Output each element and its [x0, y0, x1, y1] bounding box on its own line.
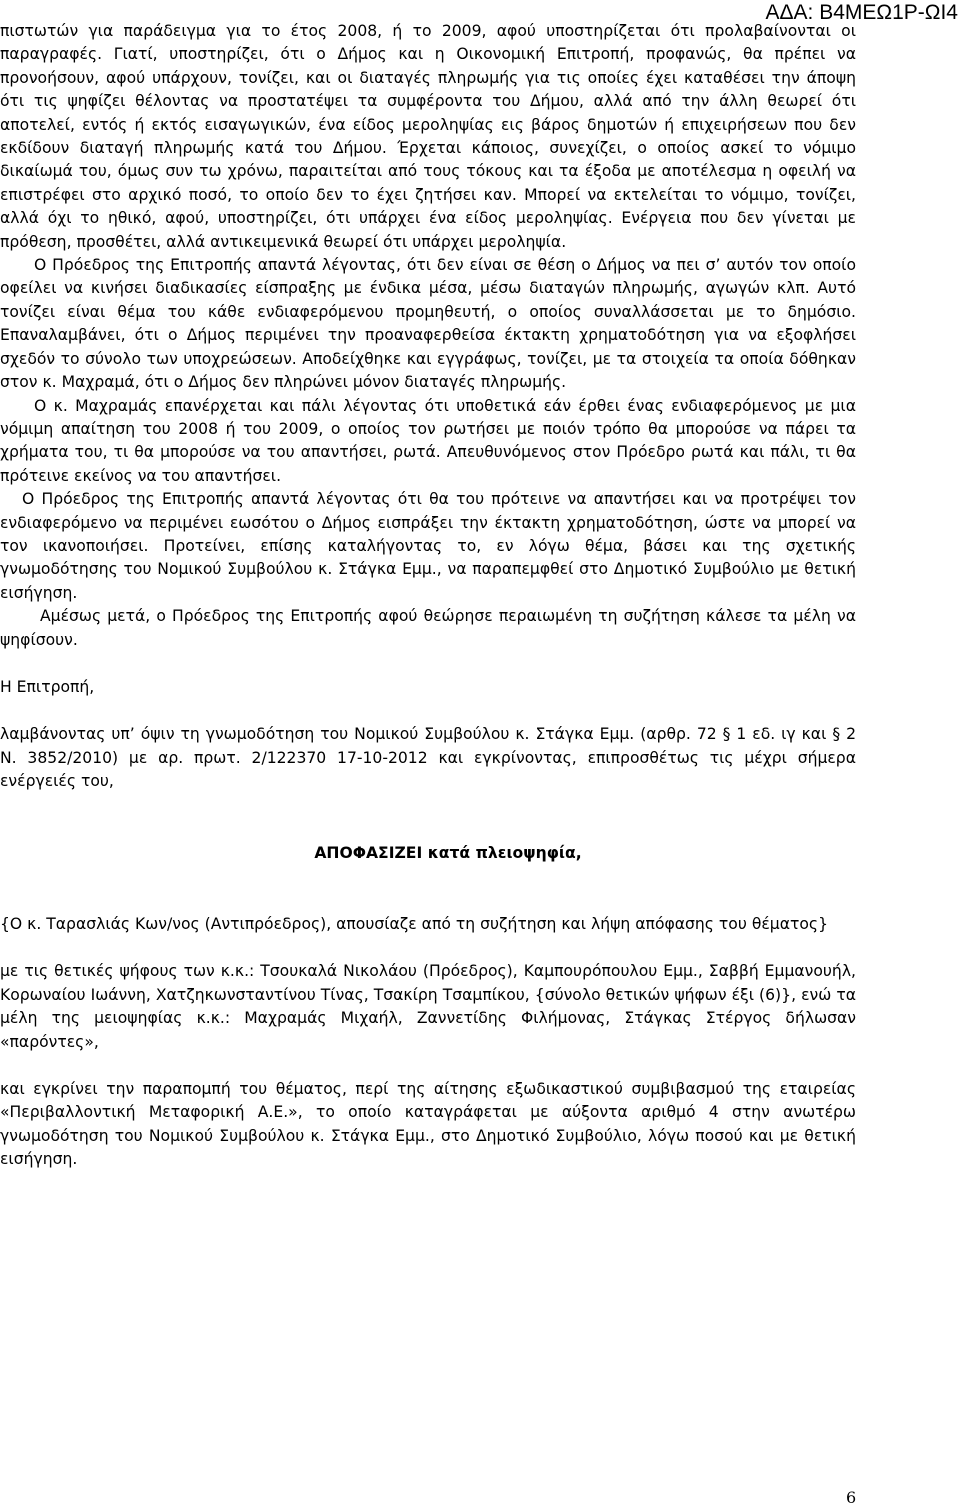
- paragraph-president-reply: Ο Πρόεδρος της Επιτροπής απαντά λέγοντας, ότι δεν είναι σε θέση ο Δήμος να πει σ’ αυτόν τον οποίο οφείλει να κινήσει διαδικασίες είσπραξης με ένδικα μέσα, μέσω διαταγών πληρωμής, αγωγών κλπ. Αυτό τονίζει είναι θέμα του κάθε ενδιαφερόμενου προμηθευτή, ο οποίος συναλλάσσεται με το δημόσιο. Επαναλαμβάνει, ότι ο Δήμος περιμένει την προαναφερθείσα έκτακτη χρηματοδότηση για να εξοφλήσει σχεδόν το σύνολο των υποχρεώσεων. Αποδείχθηκε και εγγράφως, τονίζει, με τα στοιχεία τα οποία δόθηκαν στον κ. Μαχραμά, ότι ο Δήμος δεν πληρώνει μόνον διαταγές πληρωμής.: [0, 256, 856, 392]
- committee-heading: Η Επιτροπή,: [0, 677, 95, 696]
- paragraph-considering: λαμβάνοντας υπ’ όψιν τη γνωμοδότηση του Νομικού Συμβούλου κ. Στάγκα Εμμ. (αρθρ. 72 § 1 εδ. ιγ και § 2 Ν. 3852/2010) με αρ. πρωτ. 2/122370 17-10-2012 και εγκρίνοντας, επιπροσθέτως τις μέχρι σήμερα ενέργειές του,: [0, 725, 856, 791]
- paragraph-creditors-objection: πιστωτών για παράδειγμα για το έτος 2008, ή το 2009, αφού υποστηρίζεται ότι προλαβαίνονται οι παραγραφές. Γιατί, υποστηρίζει, ότι ο Δήμος και η Οικονομική Επιτροπή, προφανώς, θα πρέπει να προνοήσουν, αφού υπάρχουν, τονίζει, και οι διαταγές πληρωμής για τις οποίες έχει καταθέσει την άποψη ότι τις ψηφίζει θέλοντας να προστατέψει τα συμφέροντα του Δήμου, αλλά από την άλλη θεωρεί ότι αποτελεί, εντός ή εκτός εισαγωγικών, ένα είδος μεροληψίας εις βάρος δημοτών ή επιχειρήσεων που δεν εκδίδουν διαταγή πληρωμής κατά του Δήμου. Έρχεται κάποιος, συνεχίζει, ο οποίος ασκεί το νόμιμο δικαίωμά του, όμως συν τω χρόνω, παραιτείται από τους τόκους και τα έξοδα με αποτέλεσμα η οφειλή να επιστρέφει στο αρχικό ποσό, το οποίο δεν το έχει ζητήσει καν. Μπορεί να εκτελείται το νόμιμο, τονίζει, αλλά όχι το ηθικό, αφού, υποστηρίζει, ότι υπάρχει ένα είδος μεροληψίας. Ενέργεια που δεν γίνεται με πρόθεση, προσθέτει, αλλά αντικειμενικά θεωρεί ότι υπάρχει μεροληψία.: [0, 22, 856, 251]
- paragraph-approval: και εγκρίνει την παραπομπή του θέματος, περί της αίτησης εξωδικαστικού συμβιβασμού της εταιρείας «Περιβαλλοντική Μεταφορική Α.Ε.», το οποίο καταγράφεται με αύξοντα αριθμό 4 στην ανωτέρω γνωμοδότηση του Νομικού Συμβούλου κ. Στάγκα Εμμ., στο Δημοτικό Συμβούλιο, λόγω ποσού και με θετική εισήγηση.: [0, 1080, 856, 1169]
- paragraph-votes: με τις θετικές ψήφους των κ.κ.: Τσουκαλά Νικολάου (Πρόεδρος), Καμπουρόπουλου Εμμ., Σαββή Εμμανουήλ, Κορωναίου Ιωάννη, Χατζηκωνσταντίνου Τίνας, Τσακίρη Τσαμπίκου, {σύνολο θετικών ψήφων έξι (6)}, ενώ τα μέλη της μειοψηφίας κ.κ.: Μαχραμάς Μιχαήλ, Ζαννετίδης Φιλήμονας, Στάγκας Στέργος δήλωσαν «παρόντες»,: [0, 962, 856, 1051]
- paragraph-absence-note: {Ο κ. Ταρασλιάς Κων/νος (Αντιπρόεδρος), απουσίαζε από τη συζήτηση και λήψη απόφασης του θέματος}: [0, 915, 828, 933]
- ada-identifier: ΑΔΑ: Β4ΜΕΩ1Ρ-ΩΙ4: [765, 1, 958, 24]
- page-number: 6: [846, 1488, 857, 1507]
- document-body: [0, 20, 856, 1172]
- paragraph-vote-call: Αμέσως μετά, ο Πρόεδρος της Επιτροπής αφού θεώρησε περαιωμένη τη συζήτηση κάλεσε τα μέλη να ψηφίσουν.: [0, 607, 856, 649]
- paragraph-machramas-question: Ο κ. Μαχραμάς επανέρχεται και πάλι λέγοντας ότι υποθετικά εάν έρθει ένας ενδιαφερόμενος με μια νόμιμη απαίτηση του 2008 ή του 2009, ο οποίος τον ρωτήσει με ποιόν τρόπο θα μπορούσε να πάρει τα χρήματα του, τι θα μπορούσε να του απαντήσει, ρωτά. Απευθυνόμενος στον Πρόεδρο ρωτά και πάλι, τι θα πρότεινε εκείνος να του απαντήσει.: [0, 396, 856, 485]
- decision-title: ΑΠΟΦΑΣΙΖΕΙ κατά πλειοψηφία,: [314, 843, 582, 862]
- paragraph-president-proposal: Ο Πρόεδρος της Επιτροπής απαντά λέγοντας ότι θα του πρότεινε να απαντήσει και να προτρέψει τον ενδιαφερόμενο να περιμένει εωσότου ο Δήμος εισπράξει την έκτακτη χρηματοδότηση, ώστε να μπορεί να τον ικανοποιήσει. Προτείνει, επίσης καταλήγοντας το, εν λόγω θέμα, βάσει και της σχετικής γνωμοδότησης του Νομικού Συμβούλου κ. Στάγκα Εμμ., να παραπεμφθεί στο Δημοτικό Συμβούλιο με θετική εισήγηση.: [0, 490, 856, 602]
